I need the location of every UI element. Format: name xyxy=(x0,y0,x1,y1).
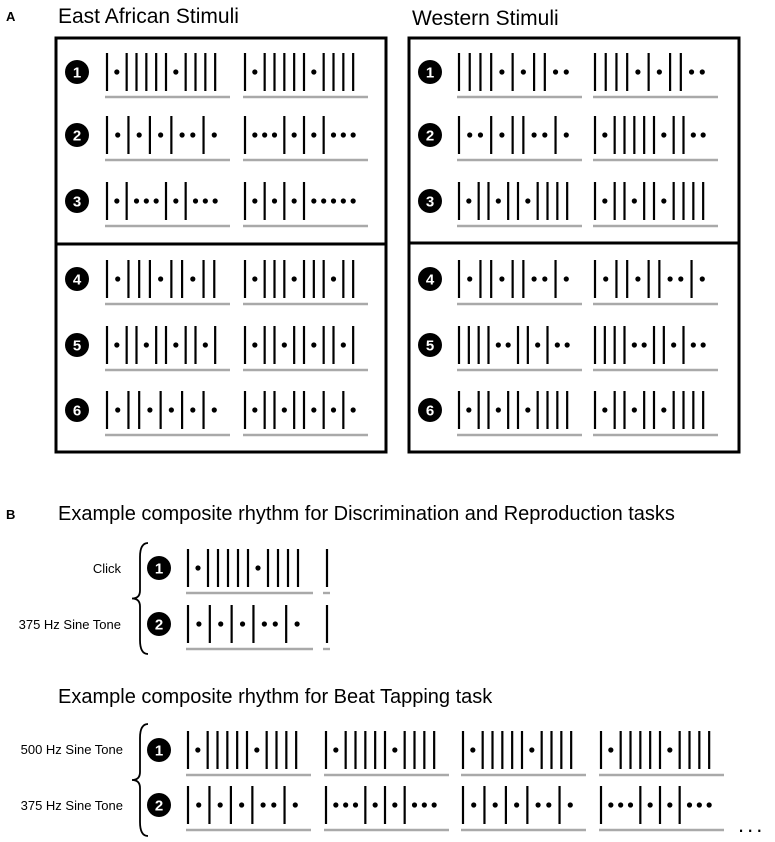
east-row-6-b-dot xyxy=(331,407,336,412)
western-row-1-b-dot xyxy=(657,69,662,74)
western-row-5-a-dot xyxy=(535,342,540,347)
east-row-1-b-dot xyxy=(311,69,316,74)
beat-row-1-cycle-2-dot xyxy=(333,747,338,752)
western-row-2-b-dot xyxy=(691,132,696,137)
western-row-1-b-dot xyxy=(689,69,694,74)
western-row-4-b-dot xyxy=(603,276,608,281)
disc-row-1-dot xyxy=(195,565,200,570)
beat-row-1-cycle-4-dot xyxy=(608,747,613,752)
disc-row-2-dot xyxy=(196,621,201,626)
western-row-3-b-dot xyxy=(602,198,607,203)
east-row-2-b-dot xyxy=(252,132,257,137)
beat-row-1-cycle-3-dot xyxy=(470,747,475,752)
east-row-1-b-dot xyxy=(252,69,257,74)
beat-row-2-cycle-2-dot xyxy=(343,802,348,807)
east-row-3-a-dot xyxy=(144,198,149,203)
beat-row-1-cycle-2-dot xyxy=(392,747,397,752)
western-row-number-3-label: 3 xyxy=(425,193,435,211)
east-row-4-b-dot xyxy=(331,276,336,281)
east-row-2-b-dot xyxy=(351,132,356,137)
disc-row-2-dot xyxy=(273,621,278,626)
beat-row-2-cycle-2-dot xyxy=(373,802,378,807)
beat-row-2-cycle-4-dot xyxy=(697,802,702,807)
western-row-2-b-dot xyxy=(661,132,666,137)
east-row-6-b-dot xyxy=(282,407,287,412)
east-row-5-a-dot xyxy=(203,342,208,347)
east-row-2-a-dot xyxy=(115,132,120,137)
east-row-3-b-dot xyxy=(321,198,326,203)
western-row-5-b-dot xyxy=(701,342,706,347)
east-row-2-a-dot xyxy=(212,132,217,137)
western-row-1-b-dot xyxy=(635,69,640,74)
beat-row-2-cycle-1-dot xyxy=(271,802,276,807)
east-row-5-b-dot xyxy=(311,342,316,347)
beat-row-2-cycle-1-dot xyxy=(239,802,244,807)
panel-b-letter: B xyxy=(6,507,16,522)
panel-a-letter: A xyxy=(6,9,16,24)
east-row-number-5-label: 5 xyxy=(72,337,82,355)
beat-row-2-cycle-2-dot xyxy=(353,802,358,807)
western-row-1-a-dot xyxy=(564,69,569,74)
western-row-5-a-dot xyxy=(506,342,511,347)
beat-row-2-cycle-2-dot xyxy=(333,802,338,807)
western-row-3-a-dot xyxy=(496,198,501,203)
western-row-3-a-dot xyxy=(466,198,471,203)
western-row-2-a-dot xyxy=(542,132,547,137)
western-row-2-a-dot xyxy=(467,132,472,137)
beat-row-2-cycle-3-dot xyxy=(493,802,498,807)
western-row-5-a-dot xyxy=(496,342,501,347)
continuation-ellipsis: ... xyxy=(738,812,766,837)
east-row-6-b-dot xyxy=(351,407,356,412)
western-row-2-b-dot xyxy=(602,132,607,137)
western-row-2-a-dot xyxy=(564,132,569,137)
beat-row-2-cycle-3-dot xyxy=(568,802,573,807)
western-row-4-a-dot xyxy=(499,276,504,281)
disc-row-2-dot xyxy=(240,621,245,626)
discrimination-brace xyxy=(132,543,148,654)
beat-row-2-cycle-4-dot xyxy=(648,802,653,807)
beat-row-2-cycle-2-dot xyxy=(422,802,427,807)
western-row-number-1-label: 1 xyxy=(425,64,435,82)
beat-label-500hz: 500 Hz Sine Tone xyxy=(20,742,123,757)
western-row-5-a-dot xyxy=(565,342,570,347)
disc-row-2-dot xyxy=(218,621,223,626)
beat-row-2-cycle-4-dot xyxy=(608,802,613,807)
western-row-5-a-dot xyxy=(555,342,560,347)
beat-tapping-title: Example composite rhythm for Beat Tapping task xyxy=(58,686,493,708)
beat-row-2-cycle-4-dot xyxy=(707,802,712,807)
western-row-1-a-dot xyxy=(499,69,504,74)
disc-row-1-dot xyxy=(255,565,260,570)
western-row-4-a-dot xyxy=(542,276,547,281)
beat-row-number-2-label: 2 xyxy=(154,797,164,815)
western-row-1-a-dot xyxy=(553,69,558,74)
western-row-2-b-dot xyxy=(701,132,706,137)
beat-row-2-cycle-4-dot xyxy=(628,802,633,807)
beat-row-2-cycle-1-dot xyxy=(218,802,223,807)
western-row-6-b-dot xyxy=(602,407,607,412)
east-row-3-a-dot xyxy=(203,198,208,203)
beat-label-375hz: 375 Hz Sine Tone xyxy=(20,798,123,813)
beat-row-2-cycle-2-dot xyxy=(432,802,437,807)
western-row-6-a-dot xyxy=(496,407,501,412)
beat-row-number-1-label: 1 xyxy=(154,742,164,760)
western-row-4-b-dot xyxy=(667,276,672,281)
beat-row-2-cycle-1-dot xyxy=(196,802,201,807)
western-row-5-b-dot xyxy=(632,342,637,347)
western-row-number-2-label: 2 xyxy=(425,127,435,145)
beat-row-2-cycle-4-dot xyxy=(667,802,672,807)
east-row-number-4-label: 4 xyxy=(72,271,82,289)
east-row-4-a-dot xyxy=(190,276,195,281)
western-row-4-b-dot xyxy=(678,276,683,281)
disc-label-click: Click xyxy=(92,561,121,576)
western-row-6-a-dot xyxy=(466,407,471,412)
east-row-5-b-dot xyxy=(282,342,287,347)
east-row-3-b-dot xyxy=(311,198,316,203)
east-row-3-a-dot xyxy=(173,198,178,203)
east-row-3-a-dot xyxy=(134,198,139,203)
disc-row-2-dot xyxy=(262,621,267,626)
east-row-2-b-dot xyxy=(341,132,346,137)
beat-row-2-cycle-2-dot xyxy=(412,802,417,807)
western-row-2-a-dot xyxy=(531,132,536,137)
beat-row-1-cycle-4-dot xyxy=(667,747,672,752)
east-row-3-b-dot xyxy=(341,198,346,203)
beat-row-2-cycle-3-dot xyxy=(471,802,476,807)
east-row-2-b-dot xyxy=(292,132,297,137)
beat-row-2-cycle-3-dot xyxy=(546,802,551,807)
western-row-6-b-dot xyxy=(632,407,637,412)
beat-row-2-cycle-4-dot xyxy=(687,802,692,807)
beat-row-1-cycle-1-dot xyxy=(254,747,259,752)
east-row-3-a-dot xyxy=(154,198,159,203)
beat-row-2-cycle-1-dot xyxy=(260,802,265,807)
beat-row-2-cycle-1-dot xyxy=(293,802,298,807)
beat-row-2-cycle-4-dot xyxy=(618,802,623,807)
beat-row-1-cycle-3-dot xyxy=(529,747,534,752)
discrimination-title: Example composite rhythm for Discrimination and Reproduction tasks xyxy=(58,503,675,525)
western-row-6-a-dot xyxy=(525,407,530,412)
east-row-2-a-dot xyxy=(158,132,163,137)
western-row-4-b-dot xyxy=(700,276,705,281)
western-title: Western Stimuli xyxy=(412,7,559,30)
east-row-3-b-dot xyxy=(292,198,297,203)
western-row-4-a-dot xyxy=(531,276,536,281)
east-row-2-b-dot xyxy=(331,132,336,137)
western-row-2-a-dot xyxy=(478,132,483,137)
western-row-1-a-dot xyxy=(521,69,526,74)
east-row-5-a-dot xyxy=(114,342,119,347)
western-row-5-b-dot xyxy=(671,342,676,347)
east-row-3-a-dot xyxy=(213,198,218,203)
disc-row-2-dot xyxy=(294,621,299,626)
east-row-number-1-label: 1 xyxy=(72,64,82,82)
east-row-number-6-label: 6 xyxy=(72,402,82,420)
beat-row-1-cycle-1-dot xyxy=(195,747,200,752)
east-row-4-a-dot xyxy=(115,276,120,281)
east-row-6-a-dot xyxy=(115,407,120,412)
east-row-number-3-label: 3 xyxy=(72,193,82,211)
beat-tapping-brace xyxy=(132,724,148,836)
east-row-3-a-dot xyxy=(114,198,119,203)
east-row-5-a-dot xyxy=(173,342,178,347)
east-row-2-b-dot xyxy=(262,132,267,137)
western-row-number-6-label: 6 xyxy=(425,402,435,420)
beat-row-2-cycle-3-dot xyxy=(535,802,540,807)
east-row-6-b-dot xyxy=(252,407,257,412)
east-row-6-a-dot xyxy=(147,407,152,412)
east-row-6-a-dot xyxy=(169,407,174,412)
east-row-6-a-dot xyxy=(190,407,195,412)
east-row-3-a-dot xyxy=(193,198,198,203)
east-row-6-b-dot xyxy=(311,407,316,412)
east-row-6-a-dot xyxy=(212,407,217,412)
east-row-4-b-dot xyxy=(252,276,257,281)
east-row-1-a-dot xyxy=(173,69,178,74)
disc-row-number-2-label: 2 xyxy=(154,616,164,634)
western-box xyxy=(409,38,739,452)
east-row-2-a-dot xyxy=(179,132,184,137)
western-row-number-4-label: 4 xyxy=(425,271,435,289)
east-row-4-b-dot xyxy=(292,276,297,281)
western-row-4-a-dot xyxy=(467,276,472,281)
east-row-2-b-dot xyxy=(311,132,316,137)
east-row-3-b-dot xyxy=(272,198,277,203)
east-row-3-b-dot xyxy=(252,198,257,203)
western-row-3-b-dot xyxy=(661,198,666,203)
western-row-2-a-dot xyxy=(499,132,504,137)
western-row-4-b-dot xyxy=(635,276,640,281)
western-row-4-a-dot xyxy=(564,276,569,281)
western-row-1-b-dot xyxy=(700,69,705,74)
western-row-3-a-dot xyxy=(525,198,530,203)
east-row-3-b-dot xyxy=(351,198,356,203)
western-row-5-b-dot xyxy=(691,342,696,347)
east-row-number-2-label: 2 xyxy=(72,127,82,145)
disc-label-375hz: 375 Hz Sine Tone xyxy=(18,617,121,632)
east-african-title: East African Stimuli xyxy=(58,5,239,28)
western-row-5-b-dot xyxy=(642,342,647,347)
east-row-5-b-dot xyxy=(341,342,346,347)
beat-row-2-cycle-2-dot xyxy=(392,802,397,807)
east-row-3-b-dot xyxy=(331,198,336,203)
western-row-6-b-dot xyxy=(661,407,666,412)
east-row-4-a-dot xyxy=(158,276,163,281)
western-row-number-5-label: 5 xyxy=(425,337,435,355)
east-row-5-a-dot xyxy=(144,342,149,347)
east-row-2-b-dot xyxy=(272,132,277,137)
east-row-2-a-dot xyxy=(190,132,195,137)
east-row-1-a-dot xyxy=(114,69,119,74)
disc-row-number-1-label: 1 xyxy=(154,560,164,578)
east-row-2-a-dot xyxy=(137,132,142,137)
east-row-5-b-dot xyxy=(252,342,257,347)
beat-row-2-cycle-3-dot xyxy=(514,802,519,807)
western-row-3-b-dot xyxy=(632,198,637,203)
